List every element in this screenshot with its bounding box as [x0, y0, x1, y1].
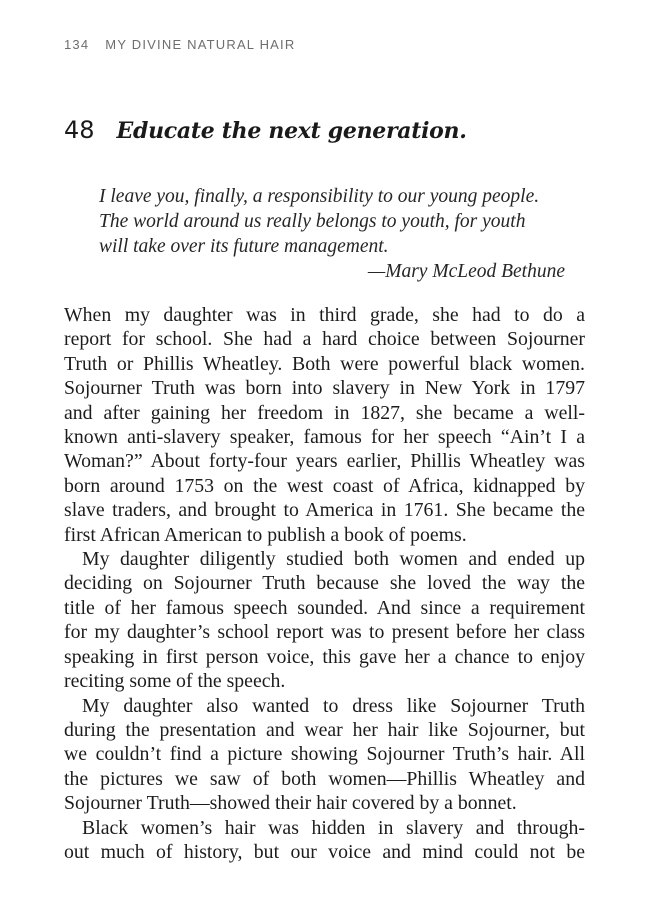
text-line: When my daughter was in third grade, she had to do a — [64, 304, 585, 326]
epigraph-line: The world around us really belongs to youth, for youth — [99, 211, 526, 232]
text-line: first African American to publish a book of poems. — [64, 523, 467, 546]
epigraph-line: will take over its future management. — [99, 236, 389, 257]
text-line: report for school. She had a hard choice between Sojourner — [64, 328, 585, 351]
book-title: MY DIVINE NATURAL HAIR — [105, 37, 296, 52]
text-line: Sojourner Truth was born into slavery in New York in 1797 — [64, 377, 585, 400]
text-line: for my daughter’s school report was to present before her class — [64, 621, 585, 644]
body-text — [64, 303, 585, 864]
text-line: speaking in first person voice, this gave her a chance to enjoy — [64, 645, 585, 668]
text-line: reciting some of the speech. — [64, 670, 286, 693]
text-line: during the presentation and wear her hair like Sojourner, but — [64, 718, 585, 741]
paragraph — [64, 816, 585, 865]
text-line: Sojourner Truth—showed their hair covered by a bonnet. — [64, 792, 517, 815]
text-line: My daughter also wanted to dress like Sojourner Truth — [82, 694, 585, 717]
text-line: My daughter diligently studied both women and ended up — [82, 548, 585, 571]
text-line: out much of history, but our voice and mind could not be — [64, 840, 585, 863]
page-number: 134 — [64, 37, 90, 52]
text-line: born around 1753 on the west coast of Africa, kidnapped by — [64, 474, 585, 497]
paragraph — [64, 547, 585, 693]
text-line: slave traders, and brought to America in 1761. She became the — [64, 499, 585, 522]
text-line: known anti-slavery speaker, famous for her speech “Ain’t I a — [64, 426, 585, 449]
text-line: deciding on Sojourner Truth because she loved the way the — [64, 572, 585, 595]
chapter-number: 48 — [64, 116, 95, 144]
epigraph-attribution: —Mary McLeod Bethune — [367, 261, 565, 282]
chapter-heading — [64, 116, 467, 144]
chapter-title: Educate the next generation. — [116, 118, 467, 144]
text-line: Woman?” About forty-four years earlier, Phillis Wheatley was — [64, 450, 585, 473]
text-line: the pictures we saw of both women—Phillis Wheatley and — [64, 767, 585, 790]
text-line: title of her famous speech sounded. And since a requirement — [64, 596, 585, 619]
text-line: Truth or Phillis Wheatley. Both were powerful black women. — [64, 352, 585, 375]
epigraph — [99, 184, 565, 284]
text-line: and after gaining her freedom in 1827, she became a well- — [64, 401, 585, 424]
text-line: we couldn’t find a picture showing Sojourner Truth’s hair. All — [64, 743, 585, 766]
epigraph-line: I leave you, finally, a responsibility to our young people. — [99, 186, 540, 207]
paragraph — [64, 694, 585, 816]
paragraph — [64, 303, 585, 547]
text-line: Black women’s hair was hidden in slavery and through- — [82, 816, 585, 839]
running-head — [64, 37, 295, 52]
